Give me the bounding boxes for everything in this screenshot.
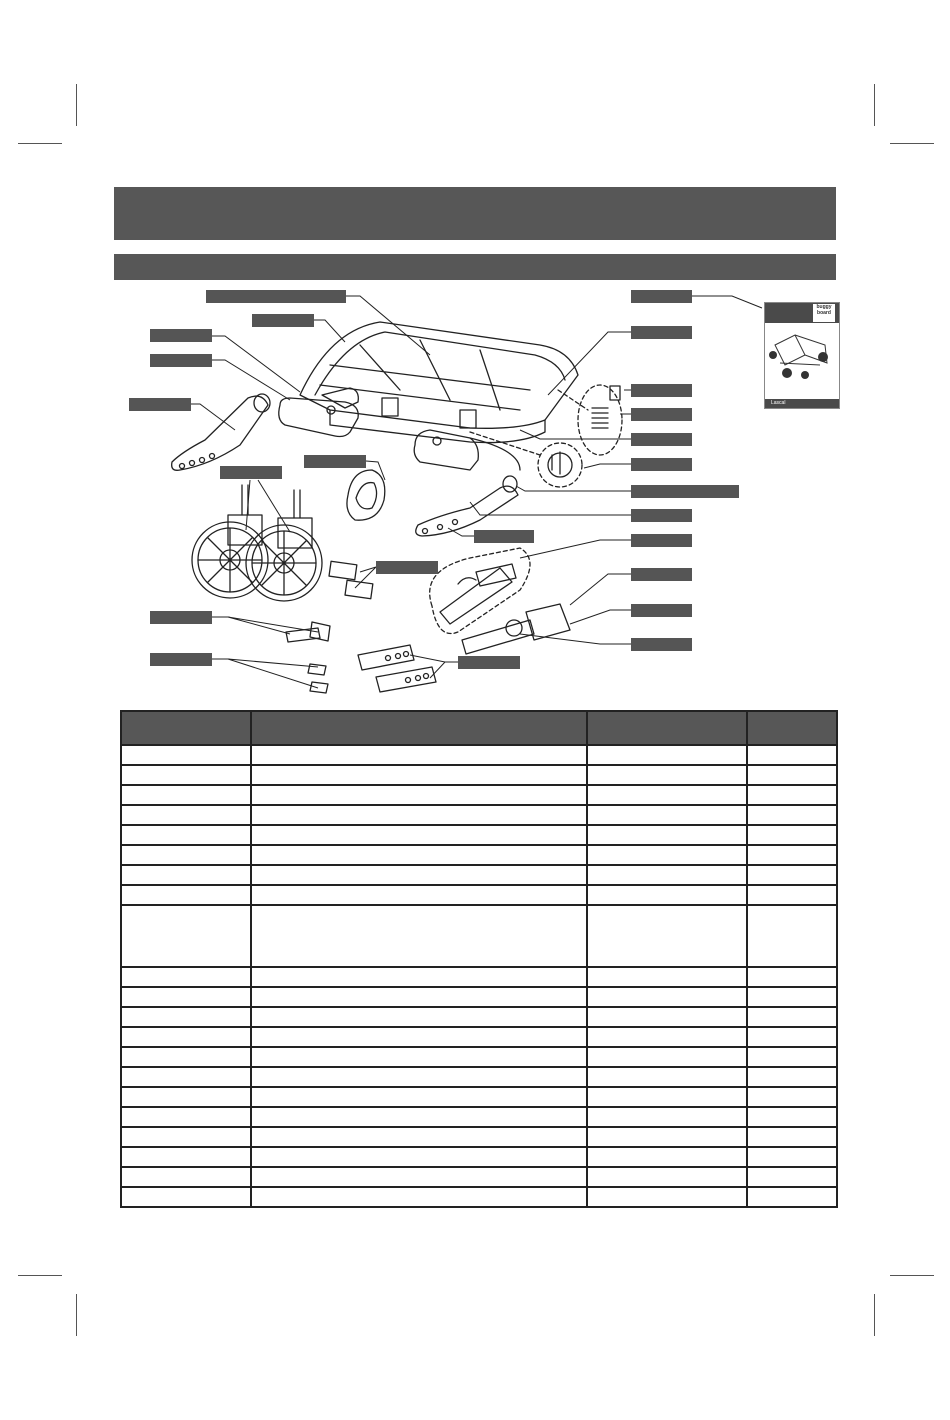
table-cell bbox=[251, 1127, 587, 1147]
table-cell bbox=[747, 885, 837, 905]
table-row bbox=[121, 785, 837, 805]
crop-mark-bottom-left-h bbox=[18, 1275, 62, 1276]
spring-assembly bbox=[558, 385, 622, 455]
table-cell bbox=[747, 785, 837, 805]
table-cell bbox=[121, 745, 251, 765]
table-cell bbox=[587, 1147, 747, 1167]
callout-label bbox=[150, 329, 212, 342]
table-row bbox=[121, 865, 837, 885]
callout-label bbox=[631, 534, 692, 547]
table-cell bbox=[121, 1167, 251, 1187]
callout-label bbox=[631, 433, 692, 446]
table-cell bbox=[747, 825, 837, 845]
table-cell bbox=[587, 865, 747, 885]
table-cell bbox=[587, 967, 747, 987]
stickers bbox=[329, 561, 373, 598]
table-cell bbox=[121, 785, 251, 805]
table-cell bbox=[587, 825, 747, 845]
table-cell bbox=[747, 1027, 837, 1047]
table-row bbox=[121, 825, 837, 845]
table-cell bbox=[251, 1167, 587, 1187]
manual-footer-text: Lascal bbox=[771, 400, 786, 406]
table-cell bbox=[251, 1007, 587, 1027]
table-cell bbox=[251, 745, 587, 765]
table-cell bbox=[587, 805, 747, 825]
table-cell bbox=[121, 1067, 251, 1087]
callout-label bbox=[150, 611, 212, 624]
table-cell bbox=[587, 845, 747, 865]
table-row bbox=[121, 1127, 837, 1147]
table-cell bbox=[587, 1047, 747, 1067]
table-cell bbox=[121, 1147, 251, 1167]
table-cell bbox=[747, 745, 837, 765]
table-header-cell bbox=[251, 711, 587, 745]
table-cell bbox=[747, 1127, 837, 1147]
table-cell bbox=[251, 1107, 587, 1127]
table-cell bbox=[587, 905, 747, 967]
table-cell bbox=[121, 1187, 251, 1207]
table-cell bbox=[121, 1047, 251, 1067]
callout-label bbox=[150, 354, 212, 367]
callout-label bbox=[252, 314, 314, 327]
table-cell bbox=[747, 1007, 837, 1027]
table-cell bbox=[747, 845, 837, 865]
table-cell bbox=[587, 1087, 747, 1107]
table-cell bbox=[251, 865, 587, 885]
table-row bbox=[121, 1187, 837, 1207]
table-cell bbox=[251, 1187, 587, 1207]
table-cell bbox=[251, 967, 587, 987]
manual-cover-header bbox=[765, 303, 839, 323]
table-cell bbox=[747, 1187, 837, 1207]
bolts bbox=[286, 622, 330, 693]
callout-label bbox=[458, 656, 520, 669]
table-cell bbox=[587, 785, 747, 805]
table-cell bbox=[251, 905, 587, 967]
table-cell bbox=[121, 905, 251, 967]
table-row bbox=[121, 1167, 837, 1187]
table-row bbox=[121, 1027, 837, 1047]
wheels bbox=[192, 485, 322, 601]
table-cell bbox=[587, 1187, 747, 1207]
callout-label bbox=[129, 398, 191, 411]
callout-label bbox=[631, 485, 739, 498]
table-cell bbox=[251, 885, 587, 905]
buckle-strap bbox=[462, 604, 570, 654]
parts-table-body bbox=[121, 745, 837, 1207]
callout-label bbox=[220, 466, 282, 479]
manual-cover-image bbox=[765, 325, 839, 395]
table-cell bbox=[747, 1087, 837, 1107]
callout-label bbox=[474, 530, 534, 543]
table-row bbox=[121, 845, 837, 865]
callout-label bbox=[376, 561, 438, 574]
right-arm bbox=[416, 476, 518, 536]
table-row bbox=[121, 967, 837, 987]
manual-logo: buggy board bbox=[813, 304, 835, 322]
table-header-cell bbox=[587, 711, 747, 745]
table-cell bbox=[251, 845, 587, 865]
table-cell bbox=[747, 865, 837, 885]
table-cell bbox=[587, 885, 747, 905]
table-row bbox=[121, 885, 837, 905]
callout-label bbox=[631, 408, 692, 421]
table-row bbox=[121, 905, 837, 967]
callout-label bbox=[631, 458, 692, 471]
table-cell bbox=[587, 1167, 747, 1187]
table-cell bbox=[251, 1067, 587, 1087]
table-header-cell bbox=[121, 711, 251, 745]
strap-loop bbox=[347, 470, 385, 520]
table-row bbox=[121, 1047, 837, 1067]
table-cell bbox=[121, 845, 251, 865]
callout-label bbox=[150, 653, 212, 666]
table-cell bbox=[251, 825, 587, 845]
right-hinge bbox=[414, 430, 520, 470]
table-cell bbox=[121, 765, 251, 785]
table-row bbox=[121, 1007, 837, 1027]
table-cell bbox=[587, 1107, 747, 1127]
table-cell bbox=[747, 987, 837, 1007]
table-cell bbox=[587, 745, 747, 765]
table-cell bbox=[747, 905, 837, 967]
table-cell bbox=[251, 1047, 587, 1067]
table-cell bbox=[747, 1147, 837, 1167]
callout-label bbox=[304, 455, 366, 468]
callout-label bbox=[631, 509, 692, 522]
table-row bbox=[121, 1067, 837, 1087]
table-cell bbox=[121, 865, 251, 885]
table-row bbox=[121, 805, 837, 825]
table-cell bbox=[587, 1067, 747, 1087]
table-row bbox=[121, 1087, 837, 1107]
table-row bbox=[121, 745, 837, 765]
table-row bbox=[121, 987, 837, 1007]
crop-mark-bottom-right-v bbox=[874, 1294, 875, 1336]
dial-knob bbox=[470, 432, 582, 487]
table-cell bbox=[587, 765, 747, 785]
table-cell bbox=[121, 1107, 251, 1127]
callout-label bbox=[631, 568, 692, 581]
table-cell bbox=[587, 1007, 747, 1027]
table-cell bbox=[747, 1167, 837, 1187]
manual-cover-footer bbox=[765, 399, 839, 408]
callout-label bbox=[631, 290, 692, 303]
table-cell bbox=[747, 805, 837, 825]
table-row bbox=[121, 1147, 837, 1167]
callout-label bbox=[206, 290, 346, 303]
table-cell bbox=[587, 987, 747, 1007]
table-cell bbox=[747, 765, 837, 785]
callout-label bbox=[631, 604, 692, 617]
table-cell bbox=[121, 825, 251, 845]
table-row bbox=[121, 1107, 837, 1127]
table-cell bbox=[121, 805, 251, 825]
table-cell bbox=[121, 1007, 251, 1027]
callout-label bbox=[631, 384, 692, 397]
table-cell bbox=[747, 1107, 837, 1127]
table-cell bbox=[251, 1087, 587, 1107]
table-cell bbox=[587, 1127, 747, 1147]
crop-mark-bottom-left-v bbox=[76, 1294, 77, 1336]
table-cell bbox=[121, 1127, 251, 1147]
table-cell bbox=[251, 765, 587, 785]
table-cell bbox=[747, 1067, 837, 1087]
callout-label bbox=[631, 326, 692, 339]
board-platform bbox=[300, 322, 578, 443]
table-cell bbox=[121, 1027, 251, 1047]
table-cell bbox=[251, 1027, 587, 1047]
table-header-cell bbox=[747, 711, 837, 745]
callout-label bbox=[631, 638, 692, 651]
table-cell bbox=[251, 785, 587, 805]
table-cell bbox=[251, 805, 587, 825]
connectors bbox=[358, 645, 436, 692]
table-cell bbox=[121, 885, 251, 905]
parts-table bbox=[120, 710, 838, 1208]
table-header-row bbox=[121, 711, 837, 745]
table-cell bbox=[121, 967, 251, 987]
table-cell bbox=[251, 1147, 587, 1167]
table-cell bbox=[587, 1027, 747, 1047]
manual-thumbnail bbox=[764, 302, 840, 409]
table-cell bbox=[121, 1087, 251, 1107]
crop-mark-bottom-right-h bbox=[890, 1275, 934, 1276]
table-cell bbox=[251, 987, 587, 1007]
table-cell bbox=[121, 987, 251, 1007]
table-row bbox=[121, 765, 837, 785]
table-cell bbox=[747, 967, 837, 987]
table-cell bbox=[747, 1047, 837, 1067]
